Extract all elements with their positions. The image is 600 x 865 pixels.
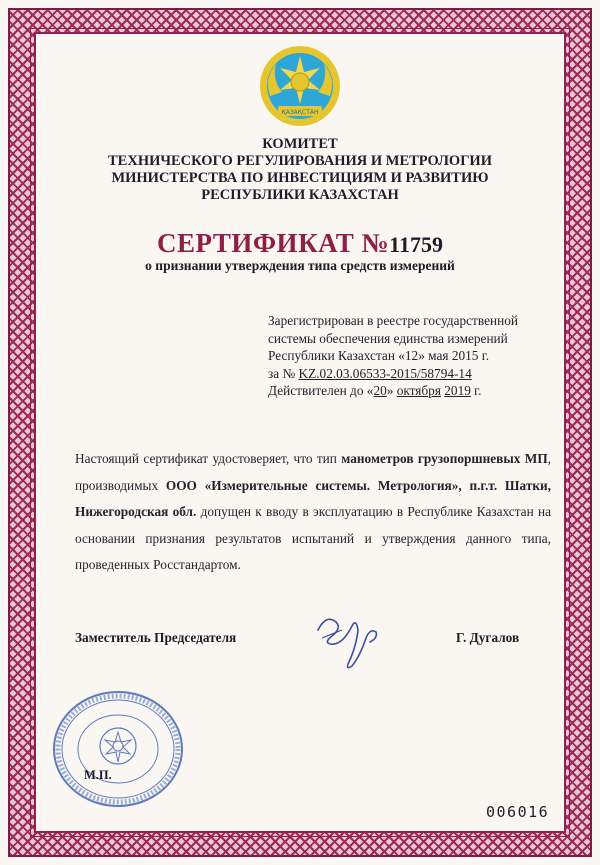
signer-position: Заместитель Председателя (75, 630, 237, 645)
registration-number-line (268, 365, 568, 383)
registration-number: KZ.02.03.06533-2015/58794-14 (298, 365, 472, 381)
validity-month: октября (396, 383, 441, 399)
signer-name: Г. Дугалов (456, 630, 520, 645)
validity-prefix: Действителен до « (268, 383, 374, 399)
validity-mid: » (386, 383, 397, 399)
body-text: Настоящий сертификат удостоверяет, что тип (75, 451, 342, 466)
certificate-number: 11759 (389, 232, 443, 257)
header-line: ТЕХНИЧЕСКОГО РЕГУЛИРОВАНИЯ И МЕТРОЛОГИИ (108, 153, 492, 169)
registration-line: Зарегистрирован в реестре государственной (268, 313, 518, 328)
certificate-body (75, 446, 551, 579)
header-line: КОМИТЕТ (262, 136, 338, 152)
body-text: допущен к вводу в эксплуатацию в Республике Казахстан на основании признания результатов испытаний и утверждения данного типа, проведенных Росстандартом. (75, 504, 551, 572)
kazakhstan-state-emblem-icon (258, 44, 342, 128)
certificate-subtitle: о признании утверждения типа средств измерений (145, 258, 455, 273)
validity-year: 2019 (444, 383, 471, 399)
body-text: , производимых (75, 451, 551, 493)
header-line: РЕСПУБЛИКИ КАЗАХСТАН (201, 187, 399, 203)
header-line: МИНИСТЕРСТВА ПО ИНВЕСТИЦИЯМ И РАЗВИТИЮ (111, 170, 489, 186)
issuing-authority-header (60, 136, 540, 204)
certificate-title (60, 228, 540, 259)
registration-line: системы обеспечения единства измерений (268, 330, 508, 346)
registration-block (268, 312, 568, 400)
official-seal-icon (50, 688, 186, 810)
registration-line: Республики Казахстан «12» мая 2015 г. (268, 348, 490, 364)
svg-text:ҚАЗАҚСТАН: ҚАЗАҚСТАН (281, 109, 319, 116)
handwritten-signature (312, 608, 386, 674)
certificate-title-word: СЕРТИФИКАТ № (157, 228, 390, 258)
validity-suffix: г. (470, 383, 482, 399)
stamp-label: М.П. (84, 768, 112, 782)
device-type: манометров грузопоршневых МП (341, 451, 548, 466)
registration-number-prefix: за № (268, 365, 299, 381)
validity-day: 20 (373, 383, 387, 399)
serial-number: 006016 (486, 803, 550, 821)
validity-line (268, 382, 568, 400)
manufacturer: ООО «Измерительные системы. Метрология», п.г.т. Шатки, Нижегородская обл. (75, 477, 551, 519)
